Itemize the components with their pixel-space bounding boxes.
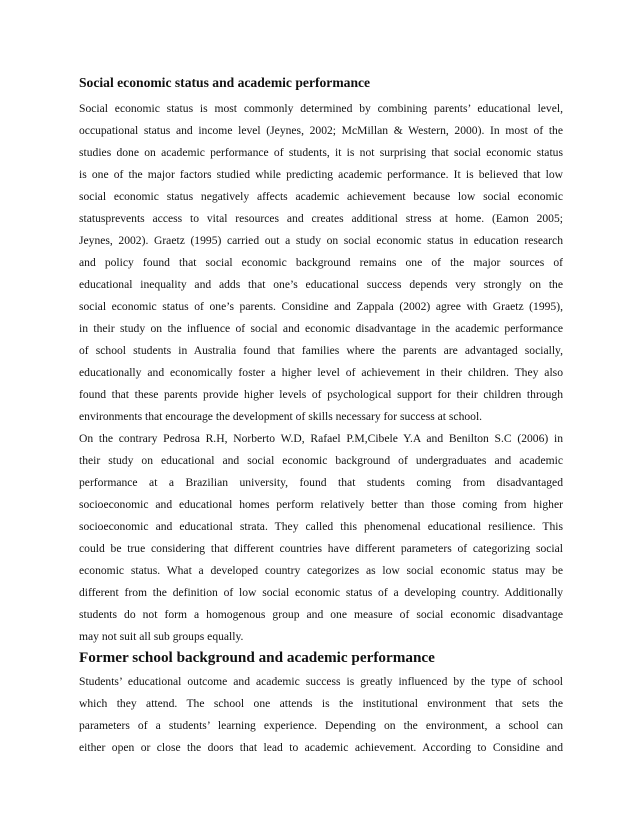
text-line: either open or close the doors that lead to academic achievement. According to Considine and — [79, 741, 563, 754]
text-line: in their study on the influence of social and economic disadvantage in the academic performance — [79, 322, 563, 335]
text-line: socioeconomic and educational strata. They called this phenomenal educational resilience. This — [79, 520, 563, 533]
text-line: parameters of a students’ learning experience. Depending on the environment, a school can — [79, 719, 563, 732]
section-heading-former-school: Former school background and academic performance — [79, 649, 435, 666]
text-line: their study on educational and social economic background of undergraduates and academic — [79, 454, 563, 467]
paragraph-ses-intro — [79, 98, 563, 428]
text-line: educationally and economically foster a higher level of achievement in their children. They also — [79, 366, 563, 379]
text-line: occupational status and income level (Jeynes, 2002; McMillan & Western, 2000). In most of the — [79, 124, 563, 137]
text-line: performance at a Brazilian university, found that students coming from disadvantaged — [79, 476, 563, 489]
page-content — [79, 74, 563, 759]
text-line: environments that encourage the development of skills necessary for success at school. — [79, 410, 483, 423]
text-line: social economic status of one’s parents. Considine and Zappala (2002) agree with Graetz (1995), — [79, 300, 563, 313]
text-line: educational inequality and adds that one’s educational success depends very strongly on the — [79, 278, 563, 291]
text-line: which they attend. The school one attends is the institutional environment that sets the — [79, 697, 563, 710]
text-line: economic status. What a developed country categorizes as low social economic status may be — [79, 564, 563, 577]
paragraph-ses-contrary — [79, 428, 563, 648]
text-line: Social economic status is most commonly determined by combining parents’ educational level, — [79, 102, 563, 115]
text-line: is one of the major factors studied while predicting academic performance. It is believed that low — [79, 168, 563, 181]
paragraph-former-school — [79, 671, 563, 759]
text-line: found that these parents provide higher levels of psychological support for their children through — [79, 388, 563, 401]
text-line: social economic status negatively affects academic achievement because low social economic — [79, 190, 563, 203]
section-heading-social-economic-status: Social economic status and academic performance — [79, 75, 371, 90]
text-line: different from the definition of low social economic status of a developing country. Additionally — [79, 586, 563, 599]
text-line: Students’ educational outcome and academic success is greatly influenced by the type of school — [79, 675, 563, 688]
text-line: may not suit all sub groups equally. — [79, 630, 244, 643]
text-line: On the contrary Pedrosa R.H, Norberto W.D, Rafael P.M,Cibele Y.A and Benilton S.C (2006) in — [79, 432, 563, 445]
text-line: statusprevents access to vital resources and creates additional stress at home. (Eamon 2005; — [79, 212, 563, 225]
text-line: studies done on academic performance of students, it is not surprising that social economic status — [79, 146, 563, 159]
text-line: Jeynes, 2002). Graetz (1995) carried out a study on social economic status in education research — [79, 234, 563, 247]
text-line: students do not form a homogenous group and one measure of social economic disadvantage — [79, 608, 563, 621]
text-line: and policy found that social economic background remains one of the major sources of — [79, 256, 563, 269]
text-line: could be true considering that different countries have different parameters of categorizing social — [79, 542, 563, 555]
text-line: socioeconomic and educational homes perform relatively better than those coming from higher — [79, 498, 563, 511]
text-line: of school students in Australia found that families where the parents are advantaged socially, — [79, 344, 563, 357]
